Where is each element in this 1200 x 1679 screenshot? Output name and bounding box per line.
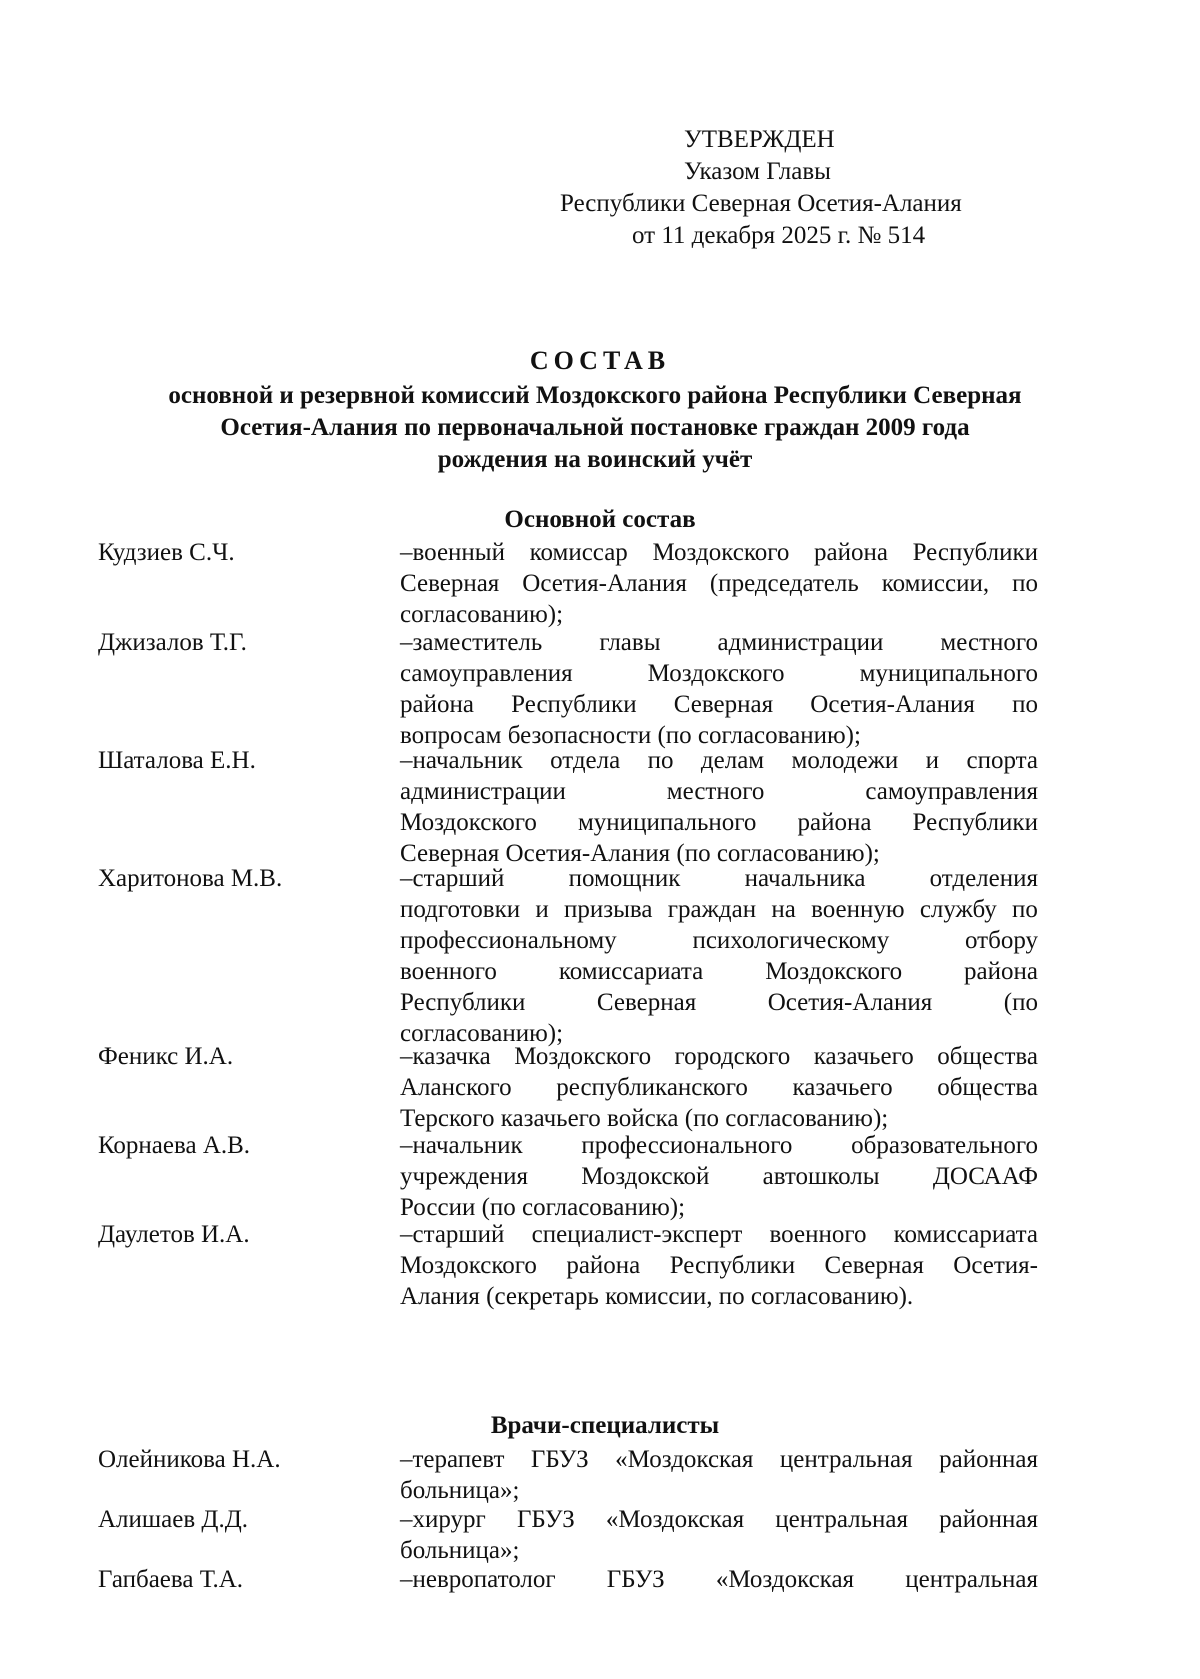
role-word: района [400, 691, 474, 718]
role-word: городского [674, 1043, 791, 1070]
member-name: Даулетов И.А. [98, 1221, 250, 1248]
member-role [400, 1219, 1038, 1312]
role-word: комиссариата [558, 958, 704, 985]
role-line [400, 956, 1038, 987]
role-line [400, 863, 1038, 894]
subtitle-line: основной и резервной комиссий Моздокского района Республики Северная [168, 382, 1022, 409]
role-line [400, 745, 1038, 776]
role-word: военного [400, 958, 497, 985]
member-name: Джизалов Т.Г. [98, 629, 247, 656]
role-line [400, 1041, 1038, 1072]
role-word: спорта [966, 747, 1038, 774]
member-name: Алишаев Д.Д. [98, 1506, 249, 1533]
member-name: Шаталова Е.Н. [98, 747, 256, 774]
role-word: службу [919, 896, 997, 923]
role-word: Осетия- [953, 1252, 1038, 1279]
role-word: –старший [400, 865, 505, 892]
role-word: ГБУЗ [516, 1506, 575, 1533]
role-line: согласованию); [400, 1020, 564, 1047]
role-word: –заместитель [400, 629, 543, 656]
subtitle-line: Осетия-Алания по первоначальной постановке граждан 2009 года [220, 414, 970, 441]
role-line [400, 925, 1038, 956]
role-line [400, 627, 1038, 658]
role-line [400, 1072, 1038, 1103]
role-word: Осетия-Алания [767, 989, 933, 1016]
role-word: Северная [596, 989, 697, 1016]
role-line: России (по согласованию); [400, 1194, 686, 1221]
role-line [400, 537, 1038, 568]
role-word: молодежи [791, 747, 899, 774]
role-word: Моздокского [400, 809, 537, 836]
role-word: профессионального [581, 1132, 793, 1159]
member-name: Гапбаева Т.А. [98, 1566, 244, 1593]
role-line [400, 894, 1038, 925]
role-word: по [1012, 691, 1038, 718]
role-word: Северная [824, 1252, 924, 1279]
role-word: центральная [775, 1506, 909, 1533]
role-line: Терского казачьего войска (по согласованию); [400, 1105, 889, 1132]
member-role [400, 1041, 1038, 1134]
role-word: Моздокского [647, 660, 785, 687]
role-line [400, 658, 1038, 689]
role-word: Моздокского [652, 539, 790, 566]
subtitle-line: рождения на воинский учёт [437, 446, 753, 473]
role-word: Осетия-Алания [522, 570, 687, 597]
role-word: общества [937, 1074, 1038, 1101]
role-word: республиканского [556, 1074, 748, 1101]
role-word: психологическому [692, 927, 890, 954]
role-word: Северная [673, 691, 774, 718]
role-word: администрации [717, 629, 884, 656]
approval-line: от 11 декабря 2025 г. № 514 [632, 222, 926, 249]
role-word: отдела [550, 747, 621, 774]
member-name: Феникс И.А. [98, 1043, 234, 1070]
role-word: по [1012, 570, 1038, 597]
role-word: Республики [912, 539, 1038, 566]
role-word: –военный [400, 539, 505, 566]
role-word: –хирург [400, 1506, 486, 1533]
role-word: –начальник [400, 747, 523, 774]
role-word: военную [811, 896, 905, 923]
role-word: Республики [912, 809, 1038, 836]
role-line: Алания (секретарь комиссии, по согласованию). [400, 1283, 914, 1310]
role-word: военного [769, 1221, 867, 1248]
role-word: Республики [511, 691, 637, 718]
role-word: Осетия-Алания [810, 691, 975, 718]
role-word: района [813, 539, 888, 566]
member-role [400, 863, 1038, 1049]
section-heading-doctors: Врачи-специалисты [490, 1412, 720, 1439]
document-title: СОСТАВ [529, 346, 671, 375]
member-role [400, 627, 1038, 751]
role-word: профессиональному [400, 927, 617, 954]
member-role [400, 1444, 1038, 1506]
role-word: казачьего [792, 1074, 893, 1101]
role-word: ДОСААФ [932, 1163, 1038, 1190]
role-word: автошколы [762, 1163, 880, 1190]
role-line [400, 689, 1038, 720]
role-word: общества [937, 1043, 1038, 1070]
role-word: казачьего [813, 1043, 914, 1070]
role-line [400, 1504, 1038, 1535]
role-line [400, 1250, 1038, 1281]
member-name: Харитонова М.В. [98, 865, 283, 892]
member-role [400, 745, 1038, 869]
role-line: вопросам безопасности (по согласованию); [400, 722, 861, 749]
role-word: Северная [400, 570, 500, 597]
role-word: Аланского [400, 1074, 512, 1101]
role-word: муниципального [577, 809, 757, 836]
role-line: больница»; [400, 1477, 520, 1504]
role-word: Республики [669, 1252, 796, 1279]
member-role [400, 1564, 1038, 1595]
role-line [400, 1219, 1038, 1250]
role-word: комиссариата [893, 1221, 1038, 1248]
section-heading-main: Основной состав [504, 506, 696, 533]
role-line: Северная Осетия-Алания (по согласованию); [400, 840, 880, 867]
approval-line: Республики Северная Осетия-Алания [560, 190, 962, 217]
role-line [400, 1130, 1038, 1161]
role-word: специалист-эксперт [531, 1221, 743, 1248]
role-line [400, 776, 1038, 807]
role-line [400, 568, 1038, 599]
role-word: отбору [965, 927, 1038, 954]
role-word: «Моздокская [715, 1566, 855, 1593]
role-word: самоуправления [865, 778, 1038, 805]
role-line [400, 1161, 1038, 1192]
role-word: делам [700, 747, 765, 774]
role-word: Моздокского [514, 1043, 652, 1070]
role-word: центральная [779, 1446, 913, 1473]
role-word: помощник [568, 865, 681, 892]
role-line [400, 987, 1038, 1018]
role-word: администрации [400, 778, 566, 805]
role-line: согласованию); [400, 601, 564, 628]
role-word: Республики [400, 989, 526, 1016]
role-word: главы [599, 629, 661, 656]
role-line [400, 807, 1038, 838]
role-line [400, 1564, 1038, 1595]
role-word: центральная [905, 1566, 1038, 1593]
document-subtitle [90, 380, 1100, 476]
role-word: (по [1003, 989, 1038, 1016]
approval-stamp-block [560, 124, 1020, 252]
role-word: на [771, 896, 796, 923]
role-line: больница»; [400, 1537, 520, 1564]
role-word: самоуправления [400, 660, 573, 687]
role-word: по [647, 747, 674, 774]
role-word: районная [939, 1446, 1038, 1473]
role-word: –терапевт [400, 1446, 505, 1473]
role-word: ГБУЗ [606, 1566, 665, 1593]
approval-line: УТВЕРЖДЕН [684, 126, 835, 153]
role-word: подготовки [400, 896, 521, 923]
role-word: (председатель [709, 570, 859, 597]
member-name: Корнаева А.В. [98, 1132, 251, 1159]
role-word: отделения [929, 865, 1038, 892]
role-word: района [797, 809, 872, 836]
role-word: граждан [667, 896, 757, 923]
role-word: местного [666, 778, 765, 805]
role-word: Моздокской [581, 1163, 710, 1190]
role-word: –начальник [400, 1132, 523, 1159]
role-word: и [535, 896, 549, 923]
approval-line: Указом Главы [684, 158, 831, 185]
role-word: по [1012, 896, 1038, 923]
role-word: местного [940, 629, 1038, 656]
role-word: ГБУЗ [530, 1446, 589, 1473]
role-word: района [566, 1252, 641, 1279]
member-role [400, 1504, 1038, 1566]
role-word: Моздокского [400, 1252, 537, 1279]
role-word: начальника [744, 865, 866, 892]
role-word: района [964, 958, 1038, 985]
role-word: районная [939, 1506, 1038, 1533]
role-word: комиссии, [881, 570, 990, 597]
role-word: –старший [400, 1221, 505, 1248]
role-word: призыва [564, 896, 653, 923]
member-name: Кудзиев С.Ч. [98, 539, 235, 566]
role-word: «Моздокская [605, 1506, 745, 1533]
role-word: Моздокского [765, 958, 903, 985]
role-word: образовательного [851, 1132, 1038, 1159]
role-word: муниципального [859, 660, 1038, 687]
role-line [400, 1444, 1038, 1475]
member-name: Олейникова Н.А. [98, 1446, 281, 1473]
role-word: учреждения [400, 1163, 529, 1190]
member-role [400, 537, 1038, 630]
member-role [400, 1130, 1038, 1223]
role-word: «Моздокская [615, 1446, 754, 1473]
role-word: –казачка [400, 1043, 491, 1070]
role-word: комиссар [529, 539, 628, 566]
role-word: и [925, 747, 940, 774]
role-word: –невропатолог [400, 1566, 556, 1593]
